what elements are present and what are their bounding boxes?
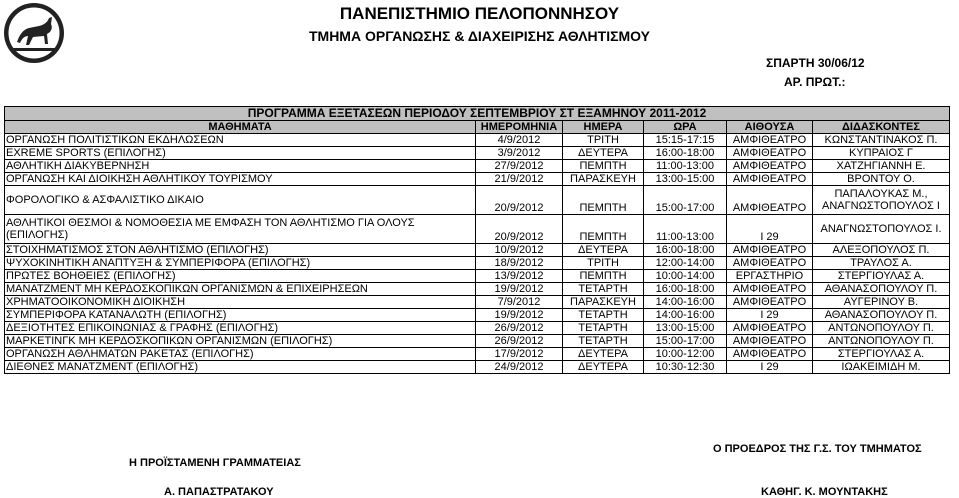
department-title: ΤΜΗΜΑ ΟΡΓΑΝΩΣΗΣ & ΔΙΑΧΕΙΡΙΣΗΣ ΑΘΛΗΤΙΣΜΟΥ — [308, 28, 650, 44]
cell-teacher: ΑΝΑΓΝΩΣΤΟΠΟΥΛΟΣ Ι. — [813, 215, 950, 244]
cell-course: EXREME SPORTS (ΕΠΙΛΟΓΗΣ) — [5, 147, 476, 160]
cell-date: 10/9/2012 — [476, 244, 563, 257]
cell-teacher: ΚΩΝΣΤΑΝΤΙΝΑΚΟΣ Π. — [813, 134, 950, 147]
cell-date: 24/9/2012 — [476, 361, 563, 374]
cell-teacher: ΣΤΕΡΓΙΟΥΛΑΣ Α. — [813, 270, 950, 283]
cell-date: 7/9/2012 — [476, 296, 563, 309]
cell-date: 4/9/2012 — [476, 134, 563, 147]
cell-room: ΑΜΦΙΘΕΑΤΡΟ — [727, 283, 813, 296]
cell-teacher: ΑΝΤΩΝΟΠΟΥΛΟΥ Π. — [813, 335, 950, 348]
cell-day: ΠΑΡΑΣΚΕΥΗ — [563, 296, 644, 309]
cell-day: ΤΡΙΤΗ — [563, 134, 644, 147]
cell-date: 19/9/2012 — [476, 283, 563, 296]
cell-time: 11:00-13:00 — [644, 215, 727, 244]
cell-time: 11:00-13:00 — [644, 160, 727, 173]
cell-date: 13/9/2012 — [476, 270, 563, 283]
cell-day: ΔΕΥΤΕΡΑ — [563, 244, 644, 257]
cell-course: ΨΥΧΟΚΙΝΗΤΙΚΗ ΑΝΑΠΤΥΞΗ & ΣΥΜΠΕΡΙΦΟΡΑ (ΕΠΙΛΟΓΗΣ) — [5, 257, 476, 270]
protocol-number: ΑΡ. ΠΡΩΤ.: — [784, 75, 846, 89]
cell-date: 21/9/2012 — [476, 173, 563, 186]
cell-room: ΑΜΦΙΘΕΑΤΡΟ — [727, 173, 813, 186]
cell-time: 15:00-17:00 — [644, 186, 727, 215]
cell-room: ΑΜΦΙΘΕΑΤΡΟ — [727, 257, 813, 270]
cell-course: ΜΑΝΑΤΖΜΕΝΤ ΜΗ ΚΕΡΔΟΣΚΟΠΙΚΩΝ ΟΡΓΑΝΙΣΜΩΝ & ΕΠΙΧΕΙΡΗΣΕΩΝ — [5, 283, 476, 296]
cell-teacher: ΑΘΑΝΑΣΟΠΟΥΛΟΥ Π. — [813, 309, 950, 322]
cell-time: 10:00-14:00 — [644, 270, 727, 283]
cell-teacher: ΑΘΑΝΑΣΟΠΟΥΛΟΥ Π. — [813, 283, 950, 296]
cell-date: 3/9/2012 — [476, 147, 563, 160]
cell-course: ΣΤΟΙΧΗΜΑΤΙΣΜΟΣ ΣΤΟΝ ΑΘΛΗΤΙΣΜΟ (ΕΠΙΛΟΓΗΣ) — [5, 244, 476, 257]
table-row — [5, 348, 950, 361]
cell-day: ΔΕΥΤΕΡΑ — [563, 147, 644, 160]
table-row — [5, 283, 950, 296]
cell-room: ΑΜΦΙΘΕΑΤΡΟ — [727, 134, 813, 147]
cell-course: ΟΡΓΑΝΩΣΗ ΚΑΙ ΔΙΟΙΚΗΣΗ ΑΘΛΗΤΙΚΟΥ ΤΟΥΡΙΣΜΟΥ — [5, 173, 476, 186]
cell-room: ΑΜΦΙΘΕΑΤΡΟ — [727, 244, 813, 257]
president-title: Ο ΠΡΟΕΔΡΟΣ ΤΗΣ Γ.Σ. ΤΟΥ ΤΜΗΜΑΤΟΣ — [713, 443, 922, 455]
university-title: ΠΑΝΕΠΙΣΤΗΜΙΟ ΠΕΛΟΠΟΝΝΗΣΟΥ — [339, 4, 620, 23]
cell-time: 12:00-14:00 — [644, 257, 727, 270]
cell-date: 26/9/2012 — [476, 335, 563, 348]
secretary-head-title: Η ΠΡΟΪΣΤΑΜΕΝΗ ΓΡΑΜΜΑΤΕΙΑΣ — [129, 457, 301, 469]
place-date: ΣΠΑΡΤΗ 30/06/12 — [766, 56, 865, 70]
cell-course: ΧΡΗΜΑΤΟΟΙΚΟΝΟΜΙΚΗ ΔΙΟΙΚΗΣΗ — [5, 296, 476, 309]
cell-room: ΕΡΓΑΣΤΗΡΙΟ — [727, 270, 813, 283]
cell-teacher: ΤΡΑΥΛΟΣ Α. — [813, 257, 950, 270]
cell-teacher: ΚΥΠΡΑΙΟΣ Γ — [813, 147, 950, 160]
cell-time: 10:00-12:00 — [644, 348, 727, 361]
cell-room: Ι 29 — [727, 215, 813, 244]
table-row — [5, 244, 950, 257]
cell-date: 27/9/2012 — [476, 160, 563, 173]
header-course: ΜΑΘΗΜΑΤΑ — [5, 121, 476, 134]
cell-course: ΑΘΛΗΤΙΚΟΙ ΘΕΣΜΟΙ & ΝΟΜΟΘΕΣΙΑ ΜΕ ΕΜΦΑΣΗ ΤΟΝ ΑΘΛΗΤΙΣΜΟ ΓΙΑ ΟΛΟΥΣ (ΕΠΙΛΟΓΗΣ) — [5, 215, 476, 244]
cell-course: ΣΥΜΠΕΡΙΦΟΡΑ ΚΑΤΑΝΑΛΩΤΗ (ΕΠΙΛΟΓΗΣ) — [5, 309, 476, 322]
header-time: ΩΡΑ — [644, 121, 727, 134]
cell-time: 13:00-15:00 — [644, 173, 727, 186]
president-name: ΚΑΘΗΓ. Κ. ΜΟΥΝΤΑΚΗΣ — [761, 486, 888, 498]
header-room: ΑΙΘΟΥΣΑ — [727, 121, 813, 134]
cell-time: 13:00-15:00 — [644, 322, 727, 335]
cell-course: ΠΡΩΤΕΣ ΒΟΗΘΕΙΕΣ (ΕΠΙΛΟΓΗΣ) — [5, 270, 476, 283]
cell-day: ΠΕΜΠΤΗ — [563, 160, 644, 173]
table-row — [5, 322, 950, 335]
cell-teacher: ΣΤΕΡΓΙΟΥΛΑΣ Α. — [813, 348, 950, 361]
table-row — [5, 215, 950, 244]
table-row — [5, 270, 950, 283]
table-row — [5, 335, 950, 348]
cell-day: ΔΕΥΤΕΡΑ — [563, 348, 644, 361]
cell-day: ΠΕΜΠΤΗ — [563, 186, 644, 215]
cell-room: ΑΜΦΙΘΕΑΤΡΟ — [727, 160, 813, 173]
table-row — [5, 147, 950, 160]
table-row — [5, 160, 950, 173]
cell-teacher: ΧΑΤΖΗΓΙΑΝΝΗ Ε. — [813, 160, 950, 173]
cell-teacher: ΙΩΑΚΕΙΜΙΔΗ Μ. — [813, 361, 950, 374]
cell-date: 26/9/2012 — [476, 322, 563, 335]
cell-teacher: ΑΥΓΕΡΙΝΟΥ Β. — [813, 296, 950, 309]
table-row — [5, 257, 950, 270]
secretary-head-name: Α. ΠΑΠΑΣΤΡΑΤΑΚΟΥ — [164, 486, 274, 498]
cell-date: 17/9/2012 — [476, 348, 563, 361]
cell-course: ΟΡΓΑΝΩΣΗ ΠΟΛΙΤΙΣΤΙΚΩΝ ΕΚΔΗΛΩΣΕΩΝ — [5, 134, 476, 147]
cell-day: ΠΕΜΠΤΗ — [563, 215, 644, 244]
cell-day: ΤΕΤΑΡΤΗ — [563, 309, 644, 322]
cell-course: ΑΘΛΗΤΙΚΗ ΔΙΑΚΥΒΕΡΝΗΣΗ — [5, 160, 476, 173]
cell-date: 19/9/2012 — [476, 309, 563, 322]
cell-date: 18/9/2012 — [476, 257, 563, 270]
table-title: ΠΡΟΓΡΑΜΜΑ ΕΞΕΤΑΣΕΩΝ ΠΕΡΙΟΔΟΥ ΣΕΠΤΕΜΒΡΙΟΥ ΣΤ ΕΞΑΜΗΝΟΥ 2011-2012 — [5, 107, 950, 121]
cell-course: ΦΟΡΟΛΟΓΙΚΟ & ΑΣΦΑΛΙΣΤΙΚΟ ΔΙΚΑΙΟ — [5, 186, 476, 215]
cell-time: 15:15-17:15 — [644, 134, 727, 147]
cell-time: 16:00-18:00 — [644, 283, 727, 296]
cell-day: ΤΕΤΑΡΤΗ — [563, 322, 644, 335]
cell-room: Ι 29 — [727, 309, 813, 322]
cell-day: ΠΑΡΑΣΚΕΥΗ — [563, 173, 644, 186]
table-row — [5, 134, 950, 147]
cell-day: ΤΕΤΑΡΤΗ — [563, 335, 644, 348]
cell-room: ΑΜΦΙΘΕΑΤΡΟ — [727, 322, 813, 335]
cell-room: ΑΜΦΙΘΕΑΤΡΟ — [727, 147, 813, 160]
cell-teacher: ΠΑΠΑΛΟΥΚΑΣ Μ., ΑΝΑΓΝΩΣΤΟΠΟΥΛΟΣ Ι — [813, 186, 950, 215]
cell-teacher: ΑΛΕΞΟΠΟΥΛΟΣ Π. — [813, 244, 950, 257]
table-title-row — [5, 107, 950, 121]
cell-day: ΤΡΙΤΗ — [563, 257, 644, 270]
exam-schedule-table — [4, 106, 950, 374]
cell-room: ΑΜΦΙΘΕΑΤΡΟ — [727, 335, 813, 348]
cell-time: 16:00-18:00 — [644, 147, 727, 160]
cell-course: ΜΑΡΚΕΤΙΝΓΚ ΜΗ ΚΕΡΔΟΣΚΟΠΙΚΩΝ ΟΡΓΑΝΙΣΜΩΝ (ΕΠΙΛΟΓΗΣ) — [5, 335, 476, 348]
table-row — [5, 361, 950, 374]
header-date: ΗΜΕΡΟΜΗΝΙΑ — [476, 121, 563, 134]
cell-course: ΟΡΓΑΝΩΣΗ ΑΘΛΗΜΑΤΩΝ ΡΑΚΕΤΑΣ (ΕΠΙΛΟΓΗΣ) — [5, 348, 476, 361]
table-row — [5, 309, 950, 322]
cell-day: ΠΕΜΠΤΗ — [563, 270, 644, 283]
cell-time: 15:00-17:00 — [644, 335, 727, 348]
cell-time: 14:00-16:00 — [644, 296, 727, 309]
table-header-row — [5, 121, 950, 134]
cell-day: ΤΕΤΑΡΤΗ — [563, 283, 644, 296]
header-day: ΗΜΕΡΑ — [563, 121, 644, 134]
cell-time: 10:30-12:30 — [644, 361, 727, 374]
cell-time: 14:00-16:00 — [644, 309, 727, 322]
cell-day: ΔΕΥΤΕΡΑ — [563, 361, 644, 374]
table-row — [5, 186, 950, 215]
cell-room: ΑΜΦΙΘΕΑΤΡΟ — [727, 348, 813, 361]
cell-teacher: ΑΝΤΩΝΟΠΟΥΛΟΥ Π. — [813, 322, 950, 335]
cell-date: 20/9/2012 — [476, 186, 563, 215]
cell-course: ΔΙΕΘΝΕΣ ΜΑΝΑΤΖΜΕΝΤ (ΕΠΙΛΟΓΗΣ) — [5, 361, 476, 374]
cell-teacher: ΒΡΟΝΤΟΥ Ο. — [813, 173, 950, 186]
cell-room: ΑΜΦΙΘΕΑΤΡΟ — [727, 296, 813, 309]
table-row — [5, 296, 950, 309]
table-row — [5, 173, 950, 186]
cell-time: 16:00-18:00 — [644, 244, 727, 257]
cell-date: 20/9/2012 — [476, 215, 563, 244]
cell-course: ΔΕΞΙΟΤΗΤΕΣ ΕΠΙΚΟΙΝΩΝΙΑΣ & ΓΡΑΦΗΣ (ΕΠΙΛΟΓΗΣ) — [5, 322, 476, 335]
cell-room: ΑΜΦΙΘΕΑΤΡΟ — [727, 186, 813, 215]
cell-room: Ι 29 — [727, 361, 813, 374]
header-teacher: ΔΙΔΑΣΚΟΝΤΕΣ — [813, 121, 950, 134]
